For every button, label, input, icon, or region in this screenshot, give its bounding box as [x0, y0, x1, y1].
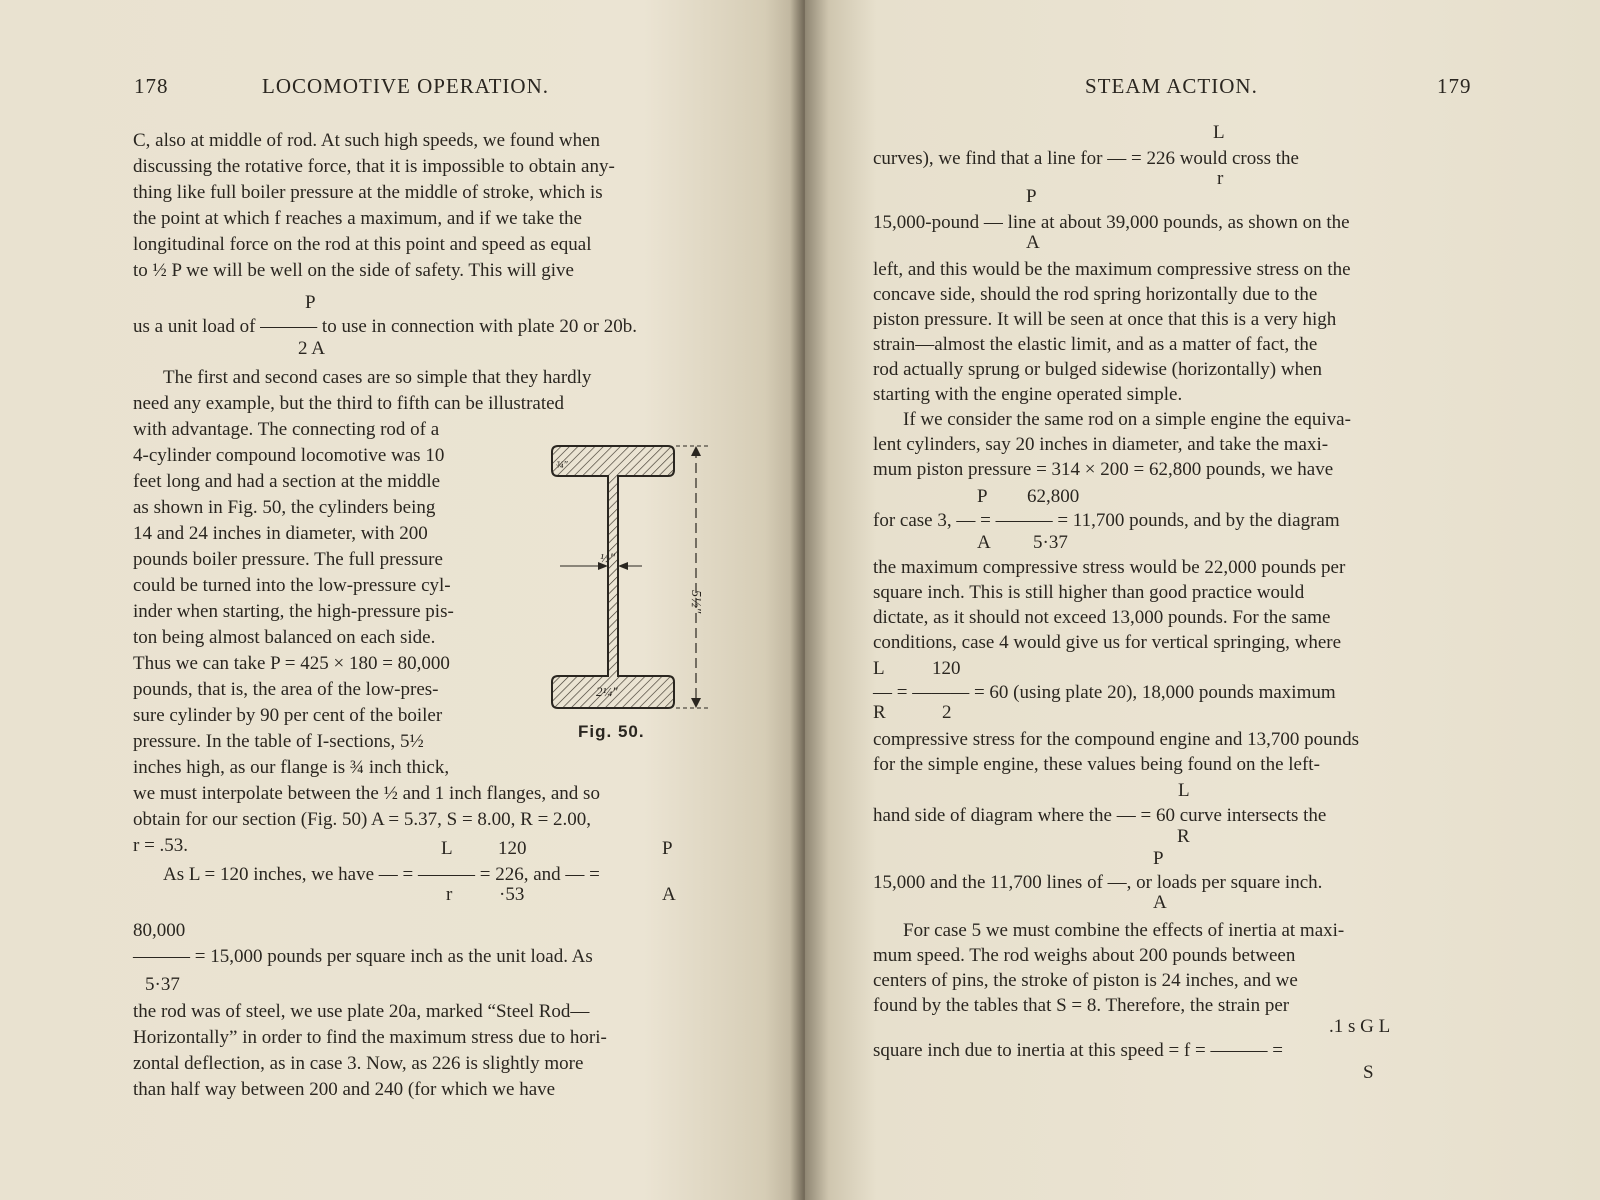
text-line: the rod was of steel, we use plate 20a, marked “Steel Rod— — [133, 1001, 590, 1022]
text-line: with advantage. The connecting rod of a — [133, 419, 440, 440]
fraction-denominator: R — [1177, 826, 1190, 847]
fraction-denominator: A — [977, 532, 991, 553]
fraction-denominator: 5·37 — [145, 974, 180, 995]
fraction-denominator: ·53 — [499, 884, 525, 905]
fraction-numerator: P — [1153, 848, 1164, 869]
i-beam-shape — [552, 446, 674, 708]
fraction-numerator: 120 — [498, 838, 527, 859]
text-line: square inch due to inertia at this speed = f = ——— = — [873, 1040, 1283, 1061]
fraction-numerator: .1 s G L — [1329, 1016, 1391, 1037]
fraction-denominator: 2 A — [298, 338, 325, 359]
text-line: the maximum compressive stress would be 22,000 pounds per — [873, 557, 1346, 578]
text-line: starting with the engine operated simple. — [873, 384, 1183, 405]
text-line: concave side, should the rod spring horizontally due to the — [873, 284, 1318, 305]
fraction-numerator: 80,000 — [133, 920, 186, 941]
fraction-denominator: S — [1363, 1062, 1374, 1083]
text-line: C, also at middle of rod. At such high speeds, we found when — [133, 130, 601, 151]
i-section-figure — [550, 440, 720, 720]
text-line: r = .53. — [133, 835, 189, 856]
page-number-right: 179 — [1437, 74, 1472, 98]
fraction-numerator: P — [1026, 186, 1037, 207]
fraction-denominator: r — [1217, 168, 1224, 189]
fraction-numerator: L — [441, 838, 453, 859]
text-line: square inch. This is still higher than good practice would — [873, 582, 1305, 603]
text-line: could be turned into the low-pressure cyl- — [133, 575, 451, 596]
text-line: Thus we can take P = 425 × 180 = 80,000 — [133, 653, 450, 674]
text-line: Horizontally” in order to find the maximum stress due to hori- — [133, 1027, 607, 1048]
text-line: compressive stress for the compound engine and 13,700 pounds — [873, 729, 1359, 750]
fraction-numerator: 120 — [932, 658, 961, 679]
text-line: strain—almost the elastic limit, and as a matter of fact, the — [873, 334, 1318, 355]
text-line: rod actually sprung or bulged sidewise (horizontally) when — [873, 359, 1323, 380]
right-page — [805, 0, 1600, 1200]
fraction-numerator: L — [1213, 122, 1225, 143]
text-line: discussing the rotative force, that it is impossible to obtain any- — [133, 156, 615, 177]
text-line: ton being almost balanced on each side. — [133, 627, 436, 648]
text-line: If we consider the same rod on a simple engine the equiva- — [903, 409, 1351, 430]
text-line: need any example, but the third to fifth can be illustrated — [133, 393, 565, 414]
text-line: ——— = 15,000 pounds per square inch as the unit load. As — [133, 946, 593, 967]
fraction-numerator: L — [1178, 780, 1190, 801]
text-line: hand side of diagram where the — = 60 curve intersects the — [873, 805, 1327, 826]
text-line: thing like full boiler pressure at the middle of stroke, which is — [133, 182, 603, 203]
text-line: curves), we find that a line for — = 226 would cross the — [873, 148, 1299, 169]
text-line: — = ——— = 60 (using plate 20), 18,000 pounds maximum — [873, 682, 1336, 703]
text-line: than half way between 200 and 240 (for which we have — [133, 1079, 556, 1100]
text-line: lent cylinders, say 20 inches in diameter, and take the maxi- — [873, 434, 1329, 455]
text-line: For case 5 we must combine the effects of inertia at maxi- — [903, 920, 1345, 941]
text-line: centers of pins, the stroke of piston is 24 inches, and we — [873, 970, 1298, 991]
figure-caption: Fig. 50. — [578, 722, 645, 741]
fraction-denominator: A — [1026, 232, 1040, 253]
text-line: left, and this would be the maximum compressive stress on the — [873, 259, 1351, 280]
text-line: obtain for our section (Fig. 50) A = 5.37, S = 8.00, R = 2.00, — [133, 809, 592, 830]
text-line: inches high, as our flange is ¾ inch thick, — [133, 757, 450, 778]
text-line: pounds, that is, the area of the low-pres- — [133, 679, 439, 700]
text-line: longitudinal force on the rod at this point and speed as equal — [133, 234, 592, 255]
text-line: us a unit load of ——— to use in connection with plate 20 or 20b. — [133, 316, 637, 337]
text-line: zontal deflection, as in case 3. Now, as 226 is slightly more — [133, 1053, 584, 1074]
fraction-denominator: A — [662, 884, 676, 905]
dim-web-label: ½″ — [600, 550, 616, 565]
text-line: to ½ P we will be well on the side of safety. This will give — [133, 260, 574, 281]
text-line: The first and second cases are so simple that they hardly — [163, 367, 592, 388]
dim-top-label: ¾″ — [556, 460, 568, 471]
text-line: 15,000 and the 11,700 lines of —, or loads per square inch. — [873, 872, 1323, 893]
text-line: for the simple engine, these values being found on the left- — [873, 754, 1320, 775]
text-line: conditions, case 4 would give us for vertical springing, where — [873, 632, 1342, 653]
fraction-denominator: 2 — [942, 702, 952, 723]
running-head-right: STEAM ACTION. — [1085, 74, 1258, 98]
fraction-denominator: R — [873, 702, 886, 723]
text-line: 15,000-pound — line at about 39,000 pounds, as shown on the — [873, 212, 1350, 233]
fraction-numerator: P — [977, 486, 988, 507]
text-line: pounds boiler pressure. The full pressure — [133, 549, 443, 570]
fraction-denominator: 5·37 — [1033, 532, 1068, 553]
text-line: 4-cylinder compound locomotive was 10 — [133, 445, 445, 466]
dim-flange-label: 2¼″ — [596, 684, 618, 699]
page-number-left: 178 — [134, 74, 169, 98]
text-line: for case 3, — = ——— = 11,700 pounds, and by the diagram — [873, 510, 1340, 531]
text-line: mum piston pressure = 314 × 200 = 62,800 pounds, we have — [873, 459, 1334, 480]
text-line: as shown in Fig. 50, the cylinders being — [133, 497, 436, 518]
fraction-denominator: r — [446, 884, 453, 905]
text-line: we must interpolate between the ½ and 1 inch flanges, and so — [133, 783, 600, 804]
dim-height-label: 5½″ — [688, 590, 703, 614]
text-line: the point at which f reaches a maximum, and if we take the — [133, 208, 582, 229]
text-line: found by the tables that S = 8. Therefore, the strain per — [873, 995, 1290, 1016]
fraction-numerator: L — [873, 658, 885, 679]
text-line: 14 and 24 inches in diameter, with 200 — [133, 523, 428, 544]
fraction-denominator: A — [1153, 892, 1167, 913]
text-line: mum speed. The rod weighs about 200 pounds between — [873, 945, 1296, 966]
text-line: piston pressure. It will be seen at once that this is a very high — [873, 309, 1337, 330]
fraction-numerator: P — [662, 838, 673, 859]
fraction-numerator: 62,800 — [1027, 486, 1080, 507]
text-line: As L = 120 inches, we have — = ——— = 226, and — = — [163, 864, 600, 885]
text-line: pressure. In the table of I-sections, 5½ — [133, 731, 424, 752]
running-head-left: LOCOMOTIVE OPERATION. — [262, 74, 549, 98]
text-line: dictate, as it should not exceed 13,000 pounds. For the same — [873, 607, 1331, 628]
text-line: sure cylinder by 90 per cent of the boiler — [133, 705, 443, 726]
fraction-numerator: P — [305, 292, 316, 313]
text-line: feet long and had a section at the middle — [133, 471, 441, 492]
text-line: inder when starting, the high-pressure pis- — [133, 601, 454, 622]
